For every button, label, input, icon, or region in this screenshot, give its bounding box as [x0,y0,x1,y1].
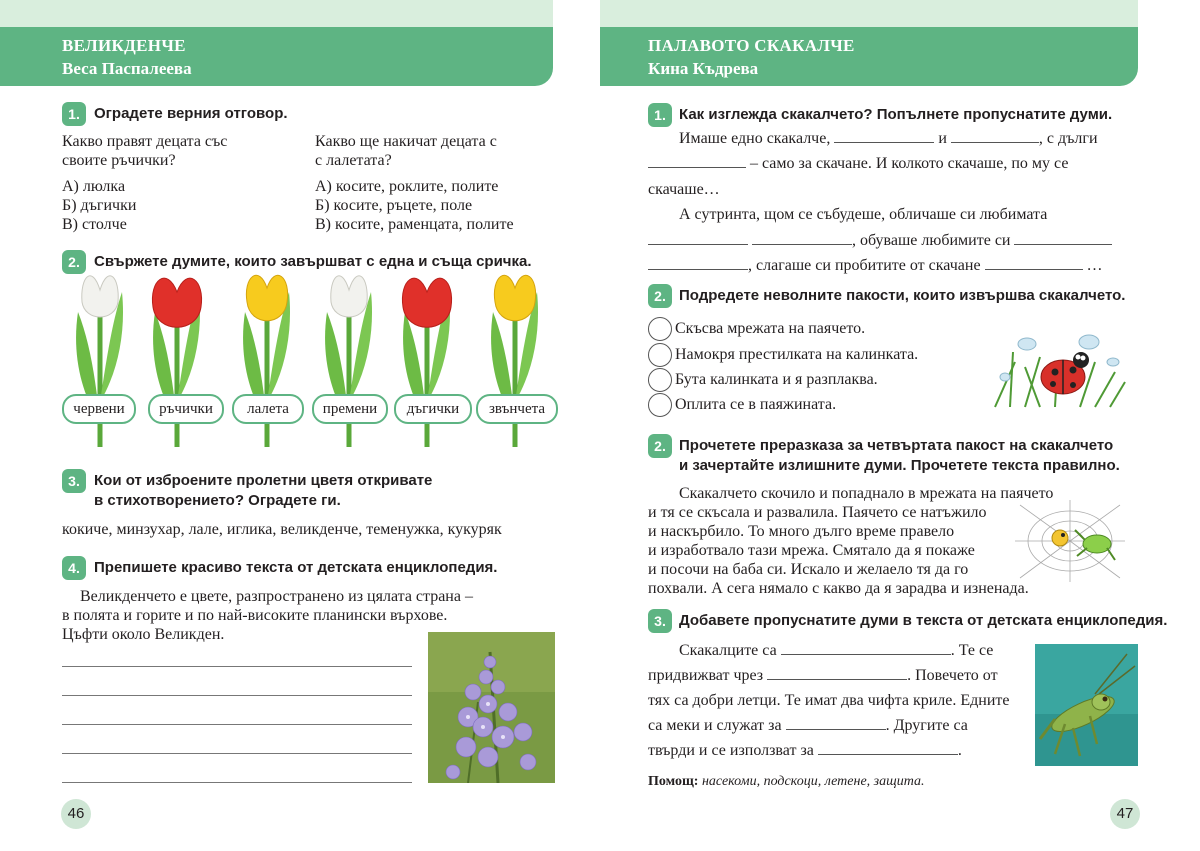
order-circle[interactable] [648,317,672,341]
order-circle[interactable] [648,368,672,392]
task-title: Подредете неволните пакости, които извършва скакалчето. [679,287,1126,304]
task-number: 4. [62,556,86,580]
blank-field[interactable] [1014,232,1112,245]
text-fragment: са меки и служат за [648,717,782,734]
lesson-title: ВЕЛИКДЕНЧЕ [62,36,186,55]
retelling-text[interactable]: и изработвало тази мрежа. Смятало да я покаже [648,542,975,559]
task-number: 2. [648,284,672,308]
list-item: Скъсва мрежата на паячето. [675,320,866,337]
text-fragment: . Другите са [885,717,968,734]
lesson-title: ПАЛАВОТО СКАКАЛЧЕ [648,36,855,55]
blank-field[interactable] [834,130,934,143]
task-number: 3. [62,469,86,493]
page-number: 46 [61,799,91,829]
encyclopedia-text: Великденчето е цвете, разпространено из цялата страна – [80,588,473,605]
lesson-header [600,27,1138,86]
speedwell-photo [428,632,555,783]
blank-field[interactable] [648,232,748,245]
help-line [648,772,924,791]
fill-text-line: тях са добри летци. Те имат два чифта криле. Едните [648,692,1010,709]
retelling-text[interactable]: похвали. А сега нямало с какво да я зарадва и изненада. [648,580,1029,597]
answer-option[interactable]: В) столче [62,216,127,233]
top-band [600,0,1138,28]
text-fragment: – само за скачане. И колкото скачаше, по му се [750,155,1069,172]
text-fragment: и [938,130,947,147]
writing-line[interactable] [62,753,412,754]
text-fragment: . Повечето от [907,667,998,684]
text-fragment: Скакалците са [679,642,777,659]
question-2-line: Какво ще накичат децата с [315,133,497,150]
question-1-line: Какво правят децата със [62,133,228,150]
page-number: 47 [1110,799,1140,829]
fill-text-line [648,154,1068,173]
retelling-text[interactable]: и посочи на баба си. Искало и желаело тя да го [648,561,969,578]
grasshopper-photo [1035,644,1138,766]
word-label[interactable]: звънчета [476,394,558,424]
task-title: Оградете верния отговор. [94,105,288,122]
blank-field[interactable] [781,642,951,655]
order-circle[interactable] [648,393,672,417]
word-label[interactable]: дъгички [394,394,472,424]
blank-field[interactable] [767,667,907,680]
retelling-text[interactable]: Скакалчето скочило и попаднало в мрежата на паячето [679,485,1054,502]
task-title: Кои от изброените пролетни цветя откривате [94,472,433,489]
blank-field[interactable] [818,742,958,755]
blank-field[interactable] [951,130,1039,143]
question-2-line: с лалетата? [315,152,392,169]
task-title: Свържете думите, които завършват с една и съща сричка. [94,253,532,270]
retelling-text[interactable]: и наскърбило. То много дълго време правело [648,523,955,540]
help-text: насекоми, подскоци, летене, защита. [701,774,925,789]
blank-field[interactable] [985,257,1083,270]
word-label[interactable]: премени [312,394,388,424]
blank-field[interactable] [752,232,852,245]
lesson-author: Кина Къдрева [648,59,759,78]
spiderweb-illustration [1015,500,1125,582]
text-fragment: . [957,742,962,759]
lesson-header [0,27,553,86]
encyclopedia-text: Цъфти около Великден. [62,626,225,643]
text-fragment: придвижват чрез [648,667,764,684]
writing-line[interactable] [62,724,412,725]
text-fragment: . Те се [950,642,994,659]
task-number: 2. [62,250,86,274]
help-label: Помощ: [648,774,699,789]
fill-text-line [648,666,998,685]
text-fragment: , обуваше любимите си [852,232,1011,249]
task-title: в стихотворението? Оградете ги. [94,492,341,509]
answer-option[interactable]: А) косите, роклите, полите [315,178,499,195]
task-title: Прочетете преразказа за четвъртата пакост на скакалчето [679,437,1114,454]
task-number: 3. [648,609,672,633]
word-label[interactable]: ръчички [148,394,224,424]
writing-line[interactable] [62,695,412,696]
fill-text-line [648,256,1103,275]
fill-text-line [648,716,968,735]
lesson-author: Веса Паспалеева [62,59,192,78]
retelling-text[interactable]: и тя се скъсала и развалила. Паячето се натъжило [648,504,987,521]
blank-field[interactable] [786,717,886,730]
tulips-illustration [55,272,565,452]
top-band [0,0,553,28]
list-item: Оплита се в паяжината. [675,396,837,413]
text-fragment: , слагаше си пробитите от скачане [748,257,981,274]
ladybug-illustration [985,322,1133,410]
left-page [0,0,590,851]
text-fragment: твърди и се използват за [648,742,814,759]
task-number: 2. [648,434,672,458]
answer-option[interactable]: Б) дъгички [62,197,137,214]
word-label[interactable]: лалета [232,394,304,424]
task-number: 1. [62,102,86,126]
question-1-line: своите ръчички? [62,152,176,169]
answer-option[interactable]: А) люлка [62,178,126,195]
text-fragment: , с дълги [1038,130,1098,147]
task-title: Препишете красиво текста от детската енциклопедия. [94,559,498,576]
answer-option[interactable]: В) косите, раменцата, полите [315,216,514,233]
text-fragment: Имаше едно скакалче, [679,130,831,147]
fill-text-line [679,641,993,660]
task-title: Как изглежда скакалчето? Попълнете пропуснатите думи. [679,106,1113,123]
writing-line[interactable] [62,782,412,783]
word-label[interactable]: червени [62,394,136,424]
list-item: Намокря престилката на калинката. [675,346,919,363]
fill-text-line: скачаше… [648,181,720,198]
blank-field[interactable] [648,257,748,270]
fill-text-line [648,741,962,760]
blank-field[interactable] [648,155,746,168]
fill-text-line [648,231,1112,250]
order-circle[interactable] [648,343,672,367]
task-title: и зачертайте излишните думи. Прочетете текста правилно. [679,457,1120,474]
encyclopedia-text: в полята и горите и по най-високите планински върхове. [62,607,448,624]
task-title: Добавете пропуснатите думи в текста от детската енциклопедия. [679,612,1168,629]
task-number: 1. [648,103,672,127]
fill-text-line [679,129,1098,148]
answer-option[interactable]: Б) косите, ръцете, поле [315,197,473,214]
text-fragment: … [1086,257,1103,274]
writing-line[interactable] [62,666,412,667]
fill-text-line: А сутринта, щом се събудеше, обличаше си любимата [679,206,1048,223]
flower-list[interactable]: кокиче, минзухар, лале, иглика, великденче, теменужка, кукуряк [62,521,502,538]
list-item: Бута калинката и я разплаква. [675,371,878,388]
